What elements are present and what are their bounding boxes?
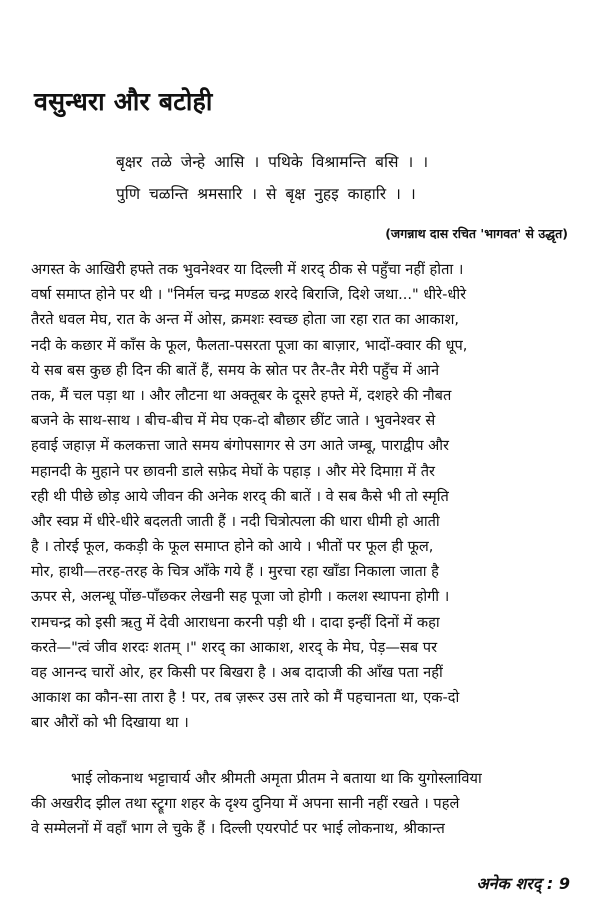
chapter-title: वसुन्धरा और बटोही — [34, 87, 213, 116]
text-line: भाई लोकनाथ भट्टाचार्य और श्रीमती अमृता प्रीतम ने बताया था कि युगोस्लाविया — [71, 770, 482, 787]
text-line: महानदी के मुहाने पर छावनी डाले सफ़ेद मेघों के पहाड़ । और मेरे दिमाग़ में तैर — [31, 462, 436, 480]
verse-line-2: पुणि चळन्ति श्रमसारि । से बृक्ष नुहइ काहारि । । — [116, 185, 416, 203]
text-line: आकाश का कौन-सा तारा है ! पर, तब ज़रूर उस तारे को मैं पहचानता था, एक-दो — [31, 689, 460, 707]
text-line: ये सब बस कुछ ही दिन की बातें हैं, समय के स्रोत पर तैर-तैर मेरी पहुँच में आने — [31, 361, 440, 379]
text-line: ऊपर से, अलन्धू पोंछ-पाँछकर लेखनी सह पूजा जो होगी । कलश स्थापना होगी । — [31, 588, 450, 606]
text-line: तैरते धवल मेघ, रात के अन्त में ओस, क्रमशः स्वच्छ होता जा रहा रात का आकाश, — [31, 311, 460, 329]
text-line: रामचन्द्र को इसी ऋतु में देवी आराधना करनी पड़ी थी । दादा इन्हीं दिनों में कहा — [31, 613, 440, 631]
text-line: और स्वप्न में धीरे-धीरे बदलती जाती हैं । नदी चित्रोत्पला की धारा धीमी हो आती — [31, 512, 440, 530]
text-line: हवाई जहाज़ में कलकत्ता जाते समय बंगोपसागर से उग आते जम्बू, पाराद्वीप और — [31, 437, 450, 455]
paragraph-2 — [31, 766, 571, 842]
text-line: वह आनन्द चारों ओर, हर किसी पर बिखरा है । अब दादाजी की आँख पता नहीं — [31, 664, 443, 681]
text-line: बार औरों को भी दिखाया था । — [31, 714, 189, 732]
text-line: अगस्त के आखिरी हफ्ते तक भुवनेश्वर या दिल्ली में शरद् ठीक से पहुँचा नहीं होता । — [31, 261, 464, 278]
paragraph-1 — [31, 257, 571, 736]
text-line: रही थी पीछे छोड़ आये जीवन की अनेक शरद् की बातें । वे सब कैसे भी तो स्मृति — [31, 487, 449, 505]
text-line: करते—"त्वं जीव शरदः शतम् ।" शरद् का आकाश, शरद् के मेघ, पेड़—सब पर — [31, 638, 438, 656]
text-line: तक, मैं चल पड़ा था । और लौटना था अक्तूबर के दूसरे हफ्ते में, दशहरे की नौबत — [31, 386, 452, 404]
text-line: मोर, हाथी—तरह-तरह के चित्र आँके गये हैं । मुरचा रहा खाँडा निकाला जाता है — [31, 563, 439, 581]
text-line: नदी के कछार में काँस के फूल, फैलता-पसरता पूजा का बाज़ार, भादों-क्वार की धूप, — [31, 336, 468, 354]
verse-source: (जगन्नाथ दास रचित 'भागवत' से उद्धृत) — [385, 226, 568, 241]
text-line: है । तोरई फूल, ककड़ी के फूल समाप्त होने को आये । भीतों पर फूल ही फूल, — [31, 538, 434, 556]
text-line: बजने के साथ-साथ । बीच-बीच में मेघ एक-दो बौछार छींट जाते । भुवनेश्वर से — [31, 412, 436, 430]
verse-line-1: बृक्षर तळे जेन्हे आसि । पथिके विश्रामन्ति बसि । । — [116, 153, 429, 171]
text-line: वर्षा समाप्त होने पर थी । "निर्मल चन्द्र मण्डळ शरदे बिराजि, दिशे जथा..." धीरे-धीरे — [31, 286, 467, 304]
page-footer: अनेक शरद् : 9 — [476, 874, 570, 893]
text-line: वे सम्मेलनों में वहाँ भाग ले चुके हैं । दिल्ली एयरपोर्ट पर भाई लोकनाथ, श्रीकान्त — [31, 820, 445, 838]
text-line: की अखरीद झील तथा स्ट्रूगा शहर के दृश्य दुनिया में अपना सानी नहीं रखते । पहले — [31, 795, 460, 813]
